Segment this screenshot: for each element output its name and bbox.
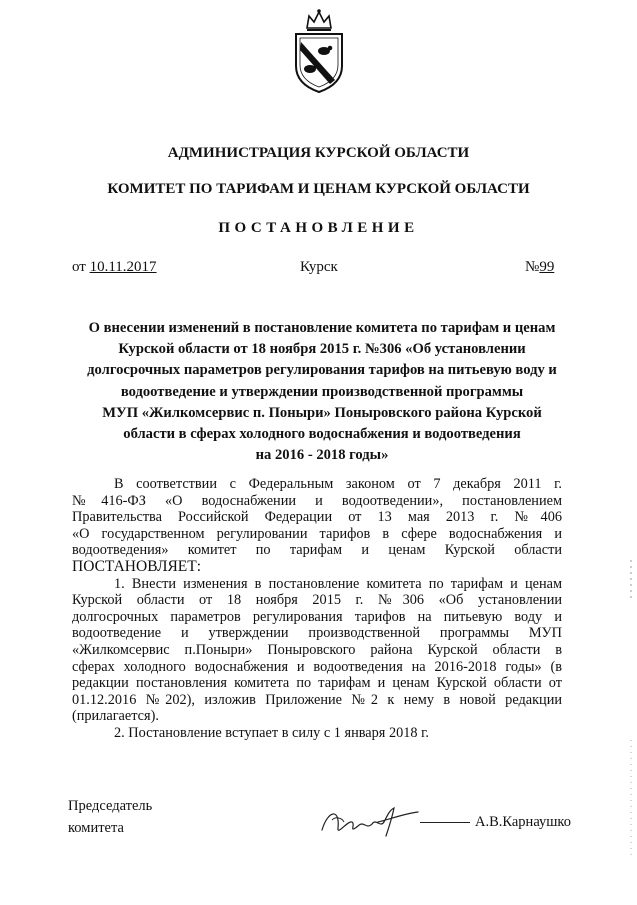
subject-line: МУП «Жилкомсервис п. Поныри» Поныровского района Курской <box>102 404 542 421</box>
coat-of-arms-icon <box>288 8 350 94</box>
body-line: сферах холодного водоснабжения и водоотведения на 2016-2018 годы» (в <box>72 658 562 675</box>
body-line: (прилагается). <box>72 708 159 725</box>
document-subject <box>66 318 578 466</box>
body-line: 1. Внести изменения в постановление комитета по тарифам и ценам <box>114 575 562 592</box>
subject-line: долгосрочных параметров регулирования тарифов на питьевую воду и <box>87 362 557 379</box>
date-value: 10.11.2017 <box>89 259 157 275</box>
margin-scan-marks <box>627 560 635 860</box>
document-number: №99 <box>525 259 555 275</box>
body-line: долгосрочных параметров регулирования тарифов на питьевую воду и <box>72 608 562 625</box>
number-value: 99 <box>539 259 555 275</box>
document-type-heading: ПОСТАНОВЛЕНИЕ <box>218 220 419 236</box>
signature-line <box>420 822 470 823</box>
subject-line: водоотведение и утверждении производственной программы <box>120 383 524 400</box>
subject-line: области в сферах холодного водоснабжения и водоотведения <box>123 426 521 443</box>
body-line: №416-ФЗ «О водоснабжении и водоотведении», постановлением <box>72 492 562 509</box>
body-line: ПОСТАНОВЛЯЕТ: <box>72 557 202 575</box>
signatory-title: Председатель комитета <box>68 798 153 836</box>
body-line: водоотведение и утверждении производственной программы МУП <box>72 625 562 642</box>
body-line: В соответствии с Федеральным законом от 7 декабря 2011 г. <box>114 476 562 492</box>
body-line: 01.12.2016 №202), изложив Приложение №2 к нему в новой редакции <box>72 691 562 708</box>
document-body <box>72 476 562 742</box>
body-line: редакции постановления комитета по тарифам и ценам Курской области от <box>72 675 562 692</box>
body-line: 2. Постановление вступает в силу с 1 января 2018 г. <box>114 724 429 741</box>
signatory-name: А.В.Карнаушко <box>475 814 571 830</box>
subject-line: Курской области от 18 ноября 2015 г. №306 «Об установлении <box>118 341 526 358</box>
document-date: от 10.11.2017 <box>72 259 157 275</box>
subject-line: на 2016 - 2018 годы» <box>255 447 389 464</box>
document-city: Курск <box>300 259 338 275</box>
committee-heading: КОМИТЕТ ПО ТАРИФАМ И ЦЕНАМ КУРСКОЙ ОБЛАСТИ <box>107 181 530 197</box>
subject-line: О внесении изменений в постановление комитета по тарифам и ценам <box>88 320 556 336</box>
body-line: Курской области от 18 ноября 2015 г. №306 «Об установлении <box>72 592 562 609</box>
administration-heading: АДМИНИСТРАЦИЯ КУРСКОЙ ОБЛАСТИ <box>167 145 470 161</box>
handwritten-signature <box>318 800 428 840</box>
body-line: Правительства Российской Федерации от 13 мая 2013 г. №406 <box>72 509 562 526</box>
body-line: «О государственном регулировании тарифов в сфере водоснабжения и <box>72 525 562 542</box>
body-line: водоотведения» комитет по тарифам и ценам Курской области <box>72 542 562 559</box>
body-line: «Жилкомсервис п.Поныри» Поныровского района Курской области в <box>72 641 562 658</box>
